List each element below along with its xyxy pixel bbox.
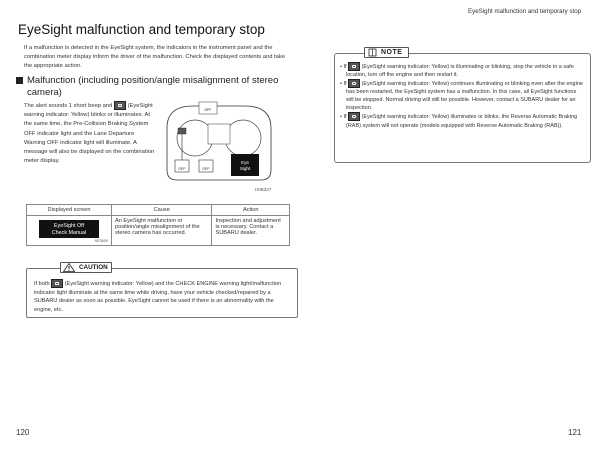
table-header-cell: Action <box>212 205 290 216</box>
section-bullet-icon <box>16 77 23 84</box>
screen-code: SE3600 <box>94 239 108 243</box>
message-table <box>26 204 290 246</box>
note-item: • If (EyeSight warning indicator: Yellow) is illuminating or blinking, stop the vehicle in a safe location, turn off the engine and then restart it. <box>340 63 574 79</box>
eyesight-warning-icon <box>348 79 360 88</box>
note-book-icon <box>368 48 377 57</box>
running-header: EyeSight malfunction and temporary stop <box>468 8 582 15</box>
page-title: EyeSight malfunction and temporary stop <box>18 22 265 37</box>
table-row <box>27 216 290 246</box>
speedometer-dial <box>225 120 261 156</box>
section-heading <box>14 75 294 99</box>
top-indicator-label: OFF <box>204 108 212 112</box>
caution-text <box>34 279 292 314</box>
table-header-cell: Cause <box>112 205 212 216</box>
action-cell: Inspection and adjustment is necessary. Contact a SUBARU dealer. <box>212 216 290 246</box>
screen-line-1: EyeSight Off <box>53 223 85 229</box>
alert-text-end: (EyeSight warning indicator: Yellow) blinks or illuminates. At the same time, the Pre-Collision Braking System OFF indicator light and the Lane Departure Warning OFF indicator light will illuminate. A message will also be displayed on the combination meter display. <box>24 103 155 165</box>
caution-text-end: (EyeSight warning indicator: Yellow) and the CHECK ENGINE warning light/malfunction indicator light illuminate at the same time while driving, have your vehicle checked/repaired by a SUBARU dealer as soon as possible. EyeSight cannot be used if there is an abnormality with the engine, etc. <box>34 280 282 313</box>
alert-paragraph <box>24 101 156 166</box>
intro-paragraph: If a malfunction is detected in the EyeSight system, the indicators in the instrument panel and the combination meter display inform the driver of the malfunction. Check the displayed contents and take the appropriate action. <box>24 45 285 69</box>
eyesight-warning-icon <box>51 279 63 288</box>
zoom-display-line1: Eye <box>241 160 249 165</box>
table-header-cell: Displayed screen <box>27 205 112 216</box>
section-heading-text: Malfunction (including position/angle misalignment of stereo camera) <box>27 75 279 98</box>
page-number-right: 121 <box>568 428 582 437</box>
table-header-row <box>27 205 290 216</box>
caution-triangle-icon <box>63 263 75 272</box>
eyesight-display-zoom <box>231 154 259 176</box>
zoom-display-line2: Sight <box>239 166 251 171</box>
note-item: • If (EyeSight warning indicator: Yellow) illuminates or blinks, the Reverse Automatic Braking (RAB) system will not operate (models equipped with Reverse Automatic Braking (RAB)). <box>340 114 578 129</box>
eyesight-warning-icon <box>348 62 360 71</box>
meter-message-screen <box>39 220 99 238</box>
eyesight-warning-icon <box>348 112 360 121</box>
center-display <box>208 124 230 144</box>
combination-meter-illustration <box>163 98 275 186</box>
tachometer-dial <box>177 120 213 156</box>
note-text <box>339 62 585 130</box>
meter-eyesight-icon <box>178 128 186 134</box>
note-label: NOTE <box>364 47 409 58</box>
ldw-off-label: OFF <box>202 167 210 171</box>
screen-cell <box>27 216 112 246</box>
cause-cell: An EyeSight malfunction or position/angle misalignment of the stereo camera has occurred. <box>112 216 212 246</box>
alert-text-start: The alert sounds 1 short beep and <box>24 103 113 110</box>
eyesight-warning-icon <box>114 101 126 110</box>
caution-label: CAUTION <box>60 262 112 273</box>
page-number-left: 120 <box>16 428 30 437</box>
illustration-code: H0B327 <box>255 187 272 192</box>
note-item: • If (EyeSight warning indicator: Yellow) continues illuminating or blinking even after the engine has been restarted, the EyeSight system has a malfunction. In this case, all EyeSight functions will be stopped. Normal driving will still be possible. However, contact a SUBARU dealer for an inspection. <box>340 81 583 112</box>
screen-line-2: Check Manual <box>51 230 87 236</box>
pcb-off-label: OFF <box>178 167 186 171</box>
caution-text-start: If both <box>34 280 50 287</box>
